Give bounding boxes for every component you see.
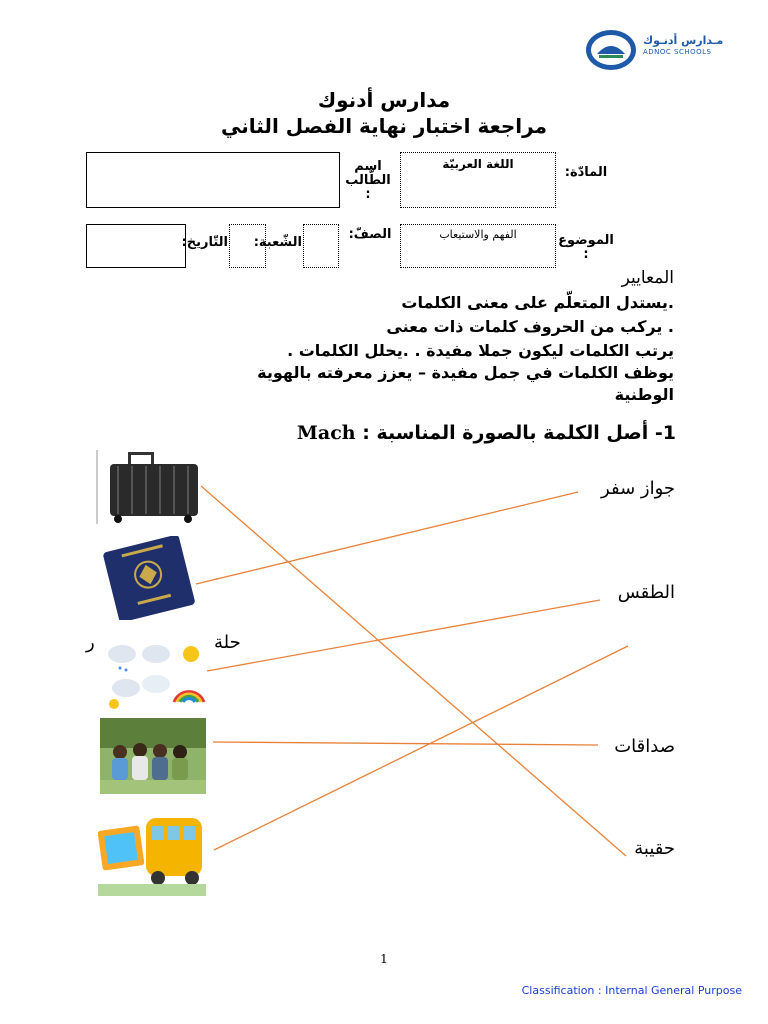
subject-label: المادّة: bbox=[564, 165, 608, 180]
subject-value: اللغة العربيّة bbox=[442, 157, 514, 171]
criteria-item: . يركب من الحروف كلمات ذات معنى bbox=[386, 317, 674, 336]
criteria-item: الوطنية bbox=[614, 385, 674, 404]
class-label: الصفّ: bbox=[348, 227, 392, 242]
section-label: الشّعبة: bbox=[253, 235, 302, 250]
match-line-passport[interactable] bbox=[196, 492, 578, 584]
criteria-item: .يستدل المتعلّم على معنى الكلمات bbox=[401, 293, 674, 312]
criteria-heading: المعايير bbox=[621, 268, 674, 288]
criteria-item: يرتب الكلمات ليكون جملا مفيدة . .يحلل الكلمات . bbox=[287, 341, 674, 360]
question-number: 1- bbox=[654, 422, 676, 444]
word-bag: حقيبة bbox=[634, 838, 675, 859]
classification-label: Classification : Internal General Purpose bbox=[521, 984, 742, 997]
word-weather: الطقس bbox=[617, 582, 675, 603]
topic-value: الفهم والاستيعاب bbox=[439, 228, 517, 241]
match-line-bus[interactable] bbox=[214, 646, 628, 850]
word-friendships: صداقات bbox=[614, 736, 675, 757]
match-line-suitcase[interactable] bbox=[201, 486, 626, 856]
page-subtitle: مراجعة اختبار نهاية الفصل الثاني bbox=[221, 114, 547, 138]
question-english: Mach bbox=[296, 422, 356, 444]
word-passport: جواز سفر bbox=[601, 478, 675, 499]
logo-arabic-text: مـدارس أدنـوك bbox=[643, 34, 724, 47]
word-trip-fragment: حلة bbox=[214, 632, 241, 653]
word-fragment-r: ر bbox=[86, 632, 95, 653]
match-line-weather[interactable] bbox=[207, 600, 600, 671]
page-number: 1 bbox=[380, 952, 388, 966]
logo-english-text: ADNOC SCHOOLS bbox=[643, 48, 712, 56]
topic-label: الموضوع : bbox=[558, 233, 614, 262]
criteria-item: يوظف الكلمات في جمل مفيدة – يعزز معرفته بالهوية bbox=[257, 363, 674, 382]
page-title: مدارس أدنوك bbox=[317, 88, 451, 112]
student-name-label: اسم الطّالب : bbox=[345, 159, 391, 202]
match-line-friends[interactable] bbox=[213, 742, 598, 745]
question-text: أصل الكلمة بالصورة المناسبة : bbox=[362, 422, 649, 444]
date-label: التّاريخ: bbox=[181, 235, 228, 250]
